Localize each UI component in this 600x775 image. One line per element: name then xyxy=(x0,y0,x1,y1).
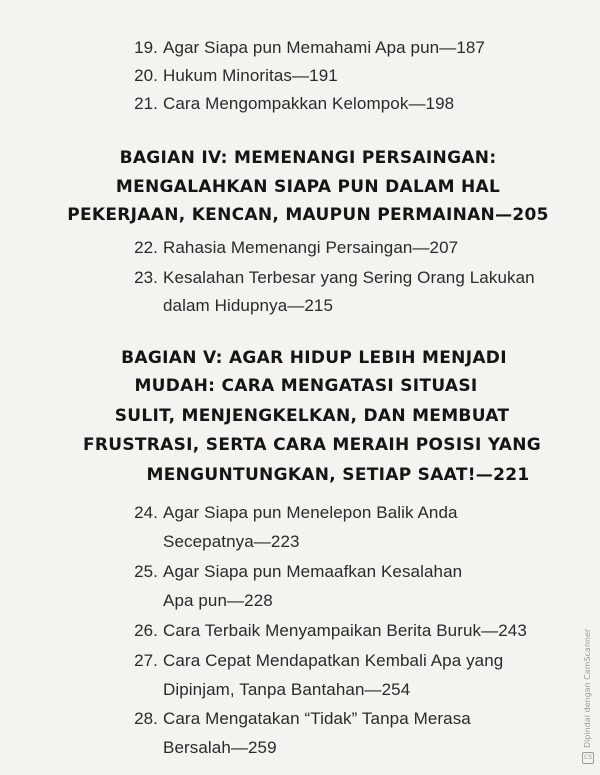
toc-entry-number: 22. xyxy=(134,238,158,257)
scanner-watermark: Dipindai dengan CamScanner xyxy=(583,628,592,748)
part-heading-line: BAGIAN V: AGAR HIDUP LEBIH MENJADI xyxy=(121,348,507,368)
toc-entry-number: 20. xyxy=(134,66,158,85)
toc-entry-title: Cara Mengompakkan Kelompok—198 xyxy=(163,94,455,113)
toc-entry-title: Rahasia Memenangi Persaingan—207 xyxy=(163,238,459,257)
toc-entry-number: 27. xyxy=(134,651,158,670)
toc-entry-title-continued: Bersalah—259 xyxy=(163,738,277,757)
toc-entry-title-continued: Apa pun—228 xyxy=(163,591,273,610)
toc-entry-title-continued: Secepatnya—223 xyxy=(163,532,300,551)
toc-entry-title: Cara Cepat Mendapatkan Kembali Apa yang xyxy=(163,651,504,670)
part-heading-line: MENGUNTUNGKAN, SETIAP SAAT!—221 xyxy=(146,465,530,485)
toc-entry-title-continued: dalam Hidupnya—215 xyxy=(163,296,334,315)
toc-entry-number: 19. xyxy=(134,38,158,57)
part-heading-line: PEKERJAAN, KENCAN, MAUPUN PERMAINAN—205 xyxy=(67,205,549,225)
part-heading-line: MUDAH: CARA MENGATASI SITUASI xyxy=(134,376,478,396)
toc-entry-title: Hukum Minoritas—191 xyxy=(163,66,338,85)
toc-entry-number: 23. xyxy=(134,268,158,287)
camscanner-badge-icon: CS xyxy=(582,752,594,764)
part-heading-line: BAGIAN IV: MEMENANGI PERSAINGAN: xyxy=(119,148,497,168)
toc-entry-title: Cara Mengatakan “Tidak” Tanpa Merasa xyxy=(163,709,471,728)
toc-entry-number: 25. xyxy=(134,562,158,581)
toc-entry-title: Kesalahan Terbesar yang Sering Orang Lakukan xyxy=(163,268,535,287)
part-heading-line: FRUSTRASI, SERTA CARA MERAIH POSISI YANG xyxy=(82,435,542,455)
toc-entry-title: Agar Siapa pun Memahami Apa pun—187 xyxy=(163,38,485,57)
toc-entry-title-continued: Dipinjam, Tanpa Bantahan—254 xyxy=(163,680,411,699)
toc-entry-number: 26. xyxy=(134,621,158,640)
toc-entry-title: Agar Siapa pun Menelepon Balik Anda xyxy=(163,503,458,522)
toc-entry-number: 21. xyxy=(134,94,158,113)
toc-entry-number: 28. xyxy=(134,709,158,728)
toc-entry-number: 24. xyxy=(134,503,158,522)
toc-entry-title: Cara Terbaik Menyampaikan Berita Buruk—243 xyxy=(163,621,527,640)
toc-entry-title: Agar Siapa pun Memaafkan Kesalahan xyxy=(163,562,463,581)
part-heading-line: MENGALAHKAN SIAPA PUN DALAM HAL xyxy=(115,177,501,197)
part-heading-line: SULIT, MENJENGKELKAN, DAN MEMBUAT xyxy=(114,406,510,426)
